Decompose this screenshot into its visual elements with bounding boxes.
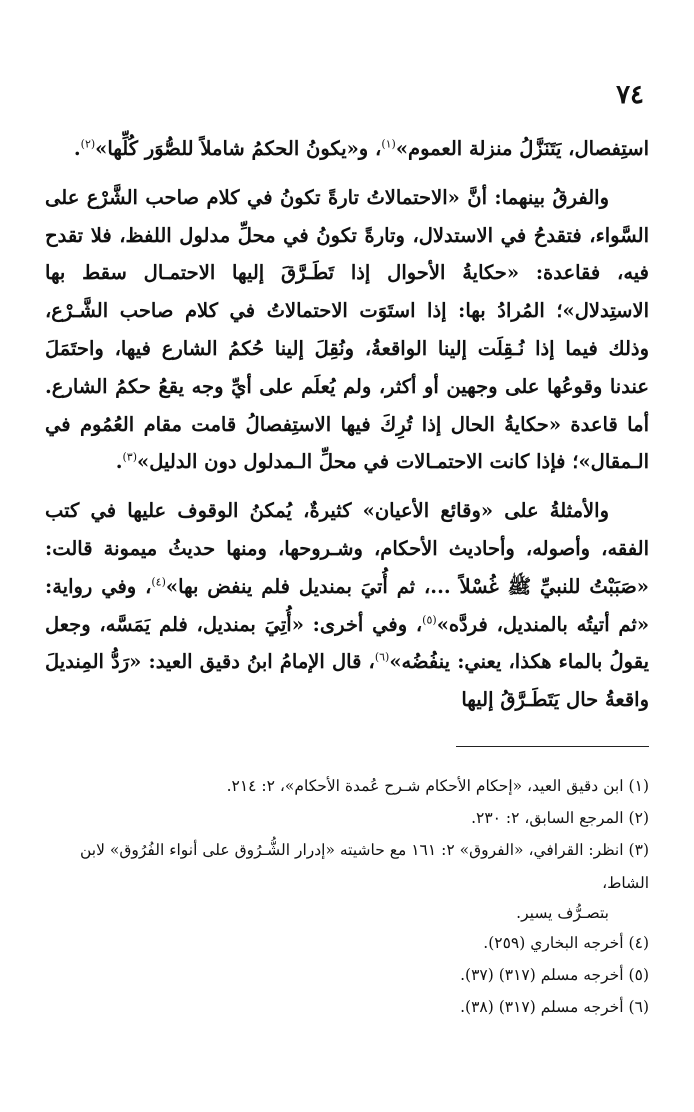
footnote-5 — [45, 959, 649, 991]
paragraph-3-text: والأمثلةُ على «وقائع الأعيان» كثيرةٌ، يُمكنُ الوقوف عليها في كتب الفقه، وأصوله، وأحاديث الأحكام، وشـروحها، ومنها حديثُ ميمونة قالت: «صَبَبْتُ للنبيِّ ﷺ غُسْلاً ...، ثم أُتيَ بمنديل فلم ينفض بها» — [45, 499, 649, 598]
footnote-number: (٥) — [628, 966, 649, 985]
footnote-1 — [45, 770, 649, 802]
footnote-divider — [456, 746, 649, 747]
paragraph-3-text-c: ، وفي أخرى: «أُتِيَ بمنديل، فلم يَمَسَّه، وجعل يقولُ بالماء هكذا، يعني: ينفُضُه» — [45, 612, 650, 674]
footnote-3 — [45, 834, 649, 926]
footnote-number: (١) — [628, 777, 649, 795]
footnote-6 — [45, 991, 649, 1023]
paragraph-1-end: . — [73, 137, 81, 160]
footnote-ref-6[interactable]: (٦) — [374, 650, 390, 664]
footnote-text: أخرجه مسلم (٣١٧) (٣٨). — [460, 998, 624, 1017]
footnote-number: (٢) — [628, 809, 649, 828]
paragraph-3 — [45, 492, 649, 719]
footnote-2 — [45, 802, 649, 834]
footnote-text: أخرجه مسلم (٣١٧) (٣٧). — [460, 966, 624, 985]
footnote-ref-2[interactable]: (٢) — [80, 137, 96, 151]
footnote-ref-4[interactable]: (٤) — [151, 575, 166, 589]
paragraph-3-text-d: ، قال الإمامُ ابنُ دقيق العيد: «رَدُّ المِنديلَ واقعةُ حال يَتَطَـرَّقُ إليها — [45, 650, 649, 712]
paragraph-2 — [45, 179, 649, 481]
footnote-text: أخرجه البخاري (٢٥٩). — [483, 933, 624, 952]
footnote-text: انظر: القرافي، «الفروق» ٢: ١٦١ مع حاشيته «إدرار الشُّـرُوق على أنواء الفُرُوق» لابن الشاط، — [79, 841, 649, 892]
footnote-number: (٤) — [628, 933, 649, 952]
footnote-continuation: بتصـرُّف يسير. — [516, 903, 609, 922]
paragraph-2-end: . — [115, 450, 123, 474]
paragraph-1-text-b: ، و«يكونُ الحكمُ شاملاً للصُّوَر كُلِّها» — [95, 137, 382, 160]
paragraph-3-text-b: ، وفي رواية: «ثم أتيتُه بالمنديل، فردَّه» — [45, 574, 650, 636]
footnote-ref-1[interactable]: (١) — [381, 137, 396, 151]
footnote-number: (٣) — [628, 841, 649, 860]
footnote-ref-3[interactable]: (٣) — [122, 450, 137, 464]
footnote-text: ابن دقيق العيد، «إحكام الأحكام شـرح عُمدة الأحكام»، ٢: ٢١٤. — [226, 777, 624, 795]
main-text — [45, 130, 649, 719]
paragraph-1-text: استِفصال، يَتَنَزَّلُ منزلة العموم» — [395, 137, 649, 160]
footnote-4 — [45, 927, 649, 959]
paragraph-1 — [45, 130, 649, 168]
footnotes — [45, 770, 649, 1023]
footnote-ref-5[interactable]: (٥) — [422, 613, 437, 627]
paragraph-2-text: والفرقُ بينهما: أنَّ «الاحتمالاتُ تارةً تكونُ في كلام صاحب الشَّرْع على السَّواء، فتقدحُ في الاستدلال، وتارةً تكونُ في محلِّ مدلول اللفظ، فلا تقدح فيه، فقاعدة: «حكايةُ الأحوال إذا تَطَـرَّقَ إليها الاحتمـال سقط بها الاستِدلال»؛ المُرادُ بها: إذا استَوَت الاحتمالاتُ في كلام صاحب الشَّـرْع، وذلك فيما إذا نُـقِلَت إلينا الواقعةُ، ونُقِلَ إلينا حُكمُ الشارع فيها، واحتَمَلَ عندنا وقوعُها على وجهين أو أكثر، ولم يُعلَم على أيِّ وجه يقعُ حكمُ الشارع. أما قاعدة «حكايةُ الحال إذا تُرِكَ فيها الاستِفصالُ قامت مقام العُمُوم في الـمقال»؛ فإذا كانت الاحتمـالات في محلِّ الـمدلول دون الدليل» — [45, 185, 649, 474]
footnote-text: المرجع السابق، ٢: ٢٣٠. — [471, 809, 624, 828]
footnote-number: (٦) — [628, 998, 649, 1017]
page-number: ٧٤ — [616, 80, 644, 110]
